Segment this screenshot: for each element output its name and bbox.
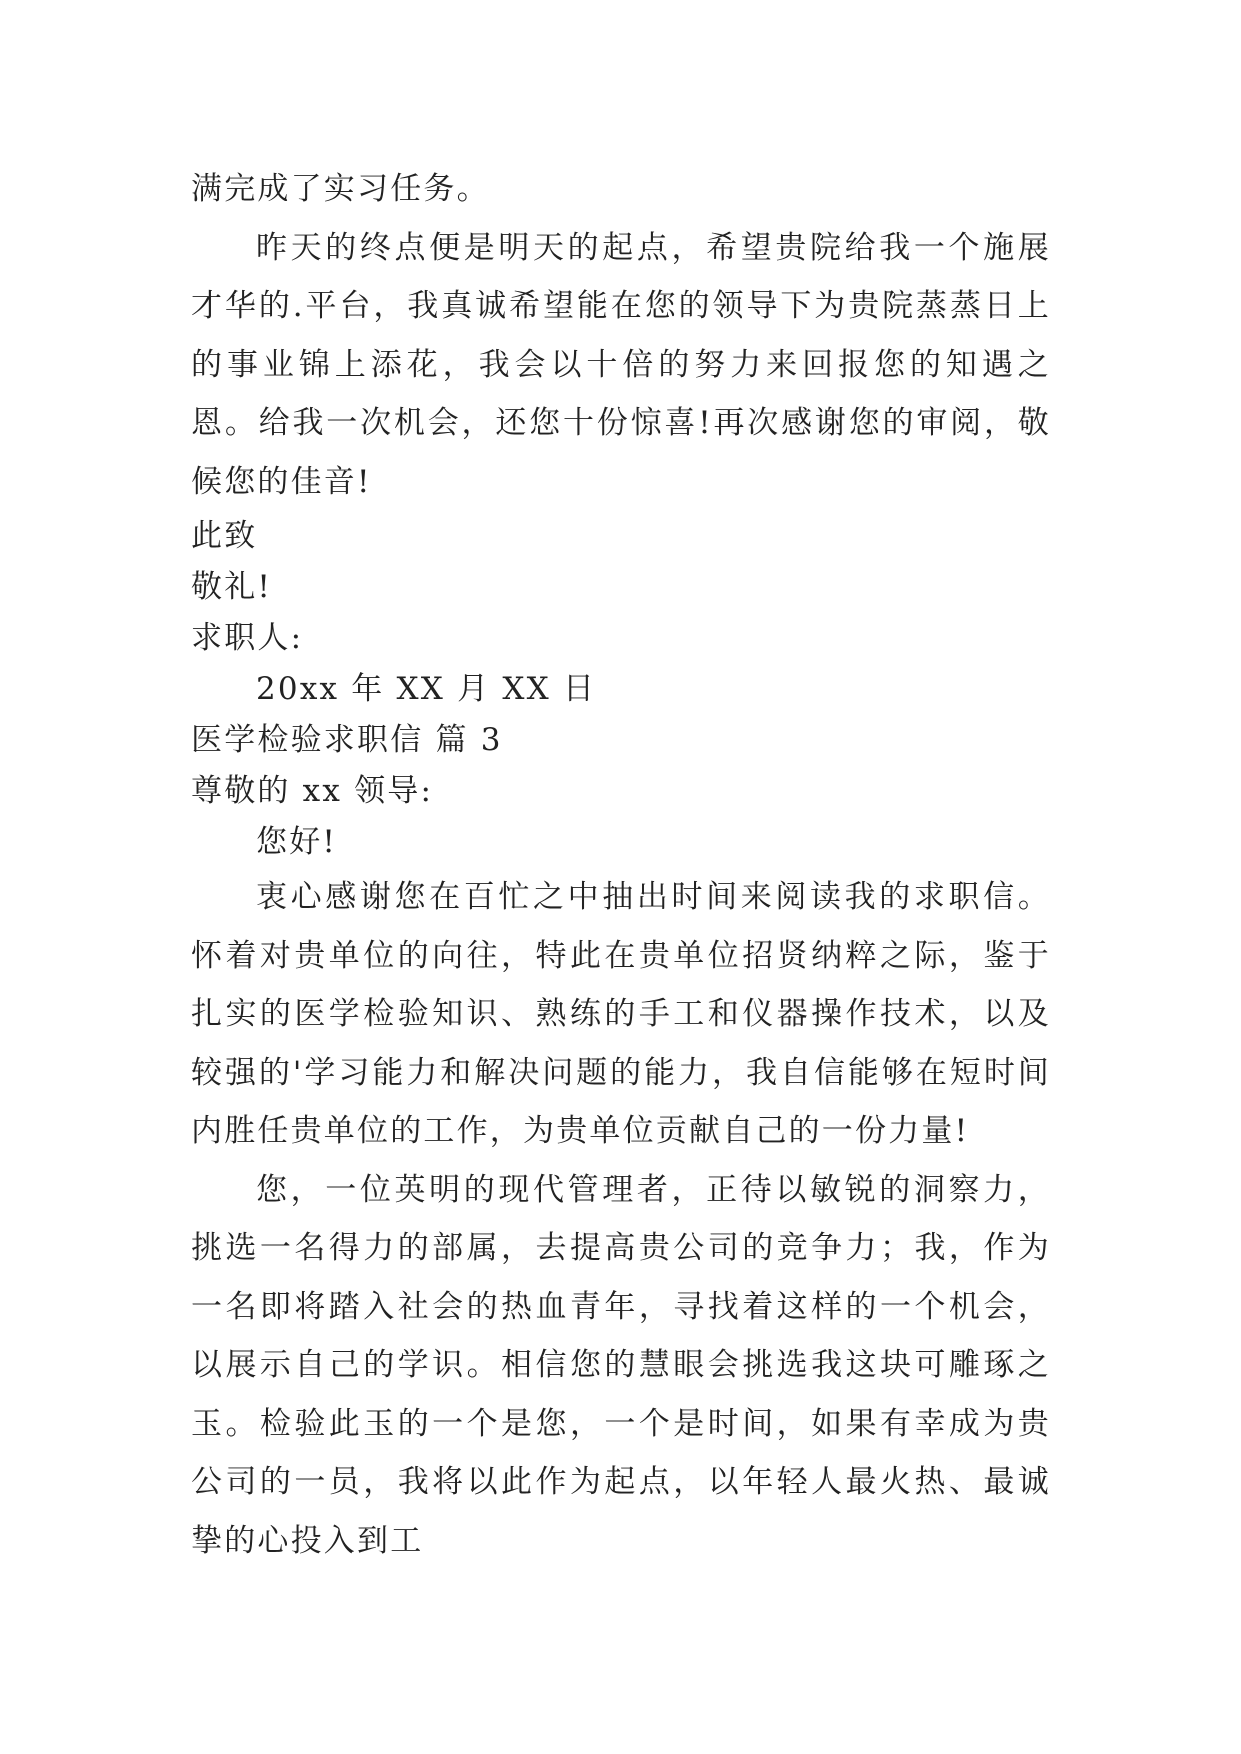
- section-title: 医学检验求职信 篇 3: [191, 722, 503, 758]
- paragraph-self-intro: 您，一位英明的现代管理者，正待以敏锐的洞察力，挑选一名得力的部属，去提高贵公司的竞争力；我，作为一名即将踏入社会的热血青年，寻找着这样的一个机会，以展示自己的学识。相信您的慧眼会挑选我这块可雕琢之玉。检验此玉的一个是您，一个是时间，如果有幸成为贵公司的一员，我将以此作为起点，以年轻人最火热、最诚挚的心投入到工: [191, 1171, 1051, 1559]
- paragraph-gratitude: 衷心感谢您在百忙之中抽出时间来阅读我的求职信。怀着对贵单位的向往，特此在贵单位招贤纳粹之际，鉴于扎实的医学检验知识、熟练的手工和仪器操作技术，以及较强的'学习能力和解决问题的能力，我自信能够在短时间内胜任贵单位的工作，为贵单位贡献自己的一份力量!: [191, 879, 1051, 1149]
- closing-ci-zhi: 此致: [191, 518, 258, 554]
- paragraph-closing-hope: 昨天的终点便是明天的起点，希望贵院给我一个施展才华的.平台，我真诚希望能在您的领导下为贵院蒸蒸日上的事业锦上添花，我会以十倍的努力来回报您的知遇之恩。给我一次机会，还您十份惊喜!再次感谢您的审阅，敬候您的佳音!: [191, 229, 1051, 500]
- paragraph-continued: 满完成了实习任务。: [191, 171, 490, 207]
- letter-body: [191, 160, 1051, 1570]
- closing-jing-li: 敬礼!: [191, 569, 273, 605]
- letter-date: 20xx 年 XX 月 XX 日: [256, 671, 597, 707]
- signature-label: 求职人:: [191, 620, 304, 656]
- greeting: 您好!: [256, 824, 338, 860]
- salutation: 尊敬的 xx 领导:: [191, 773, 434, 809]
